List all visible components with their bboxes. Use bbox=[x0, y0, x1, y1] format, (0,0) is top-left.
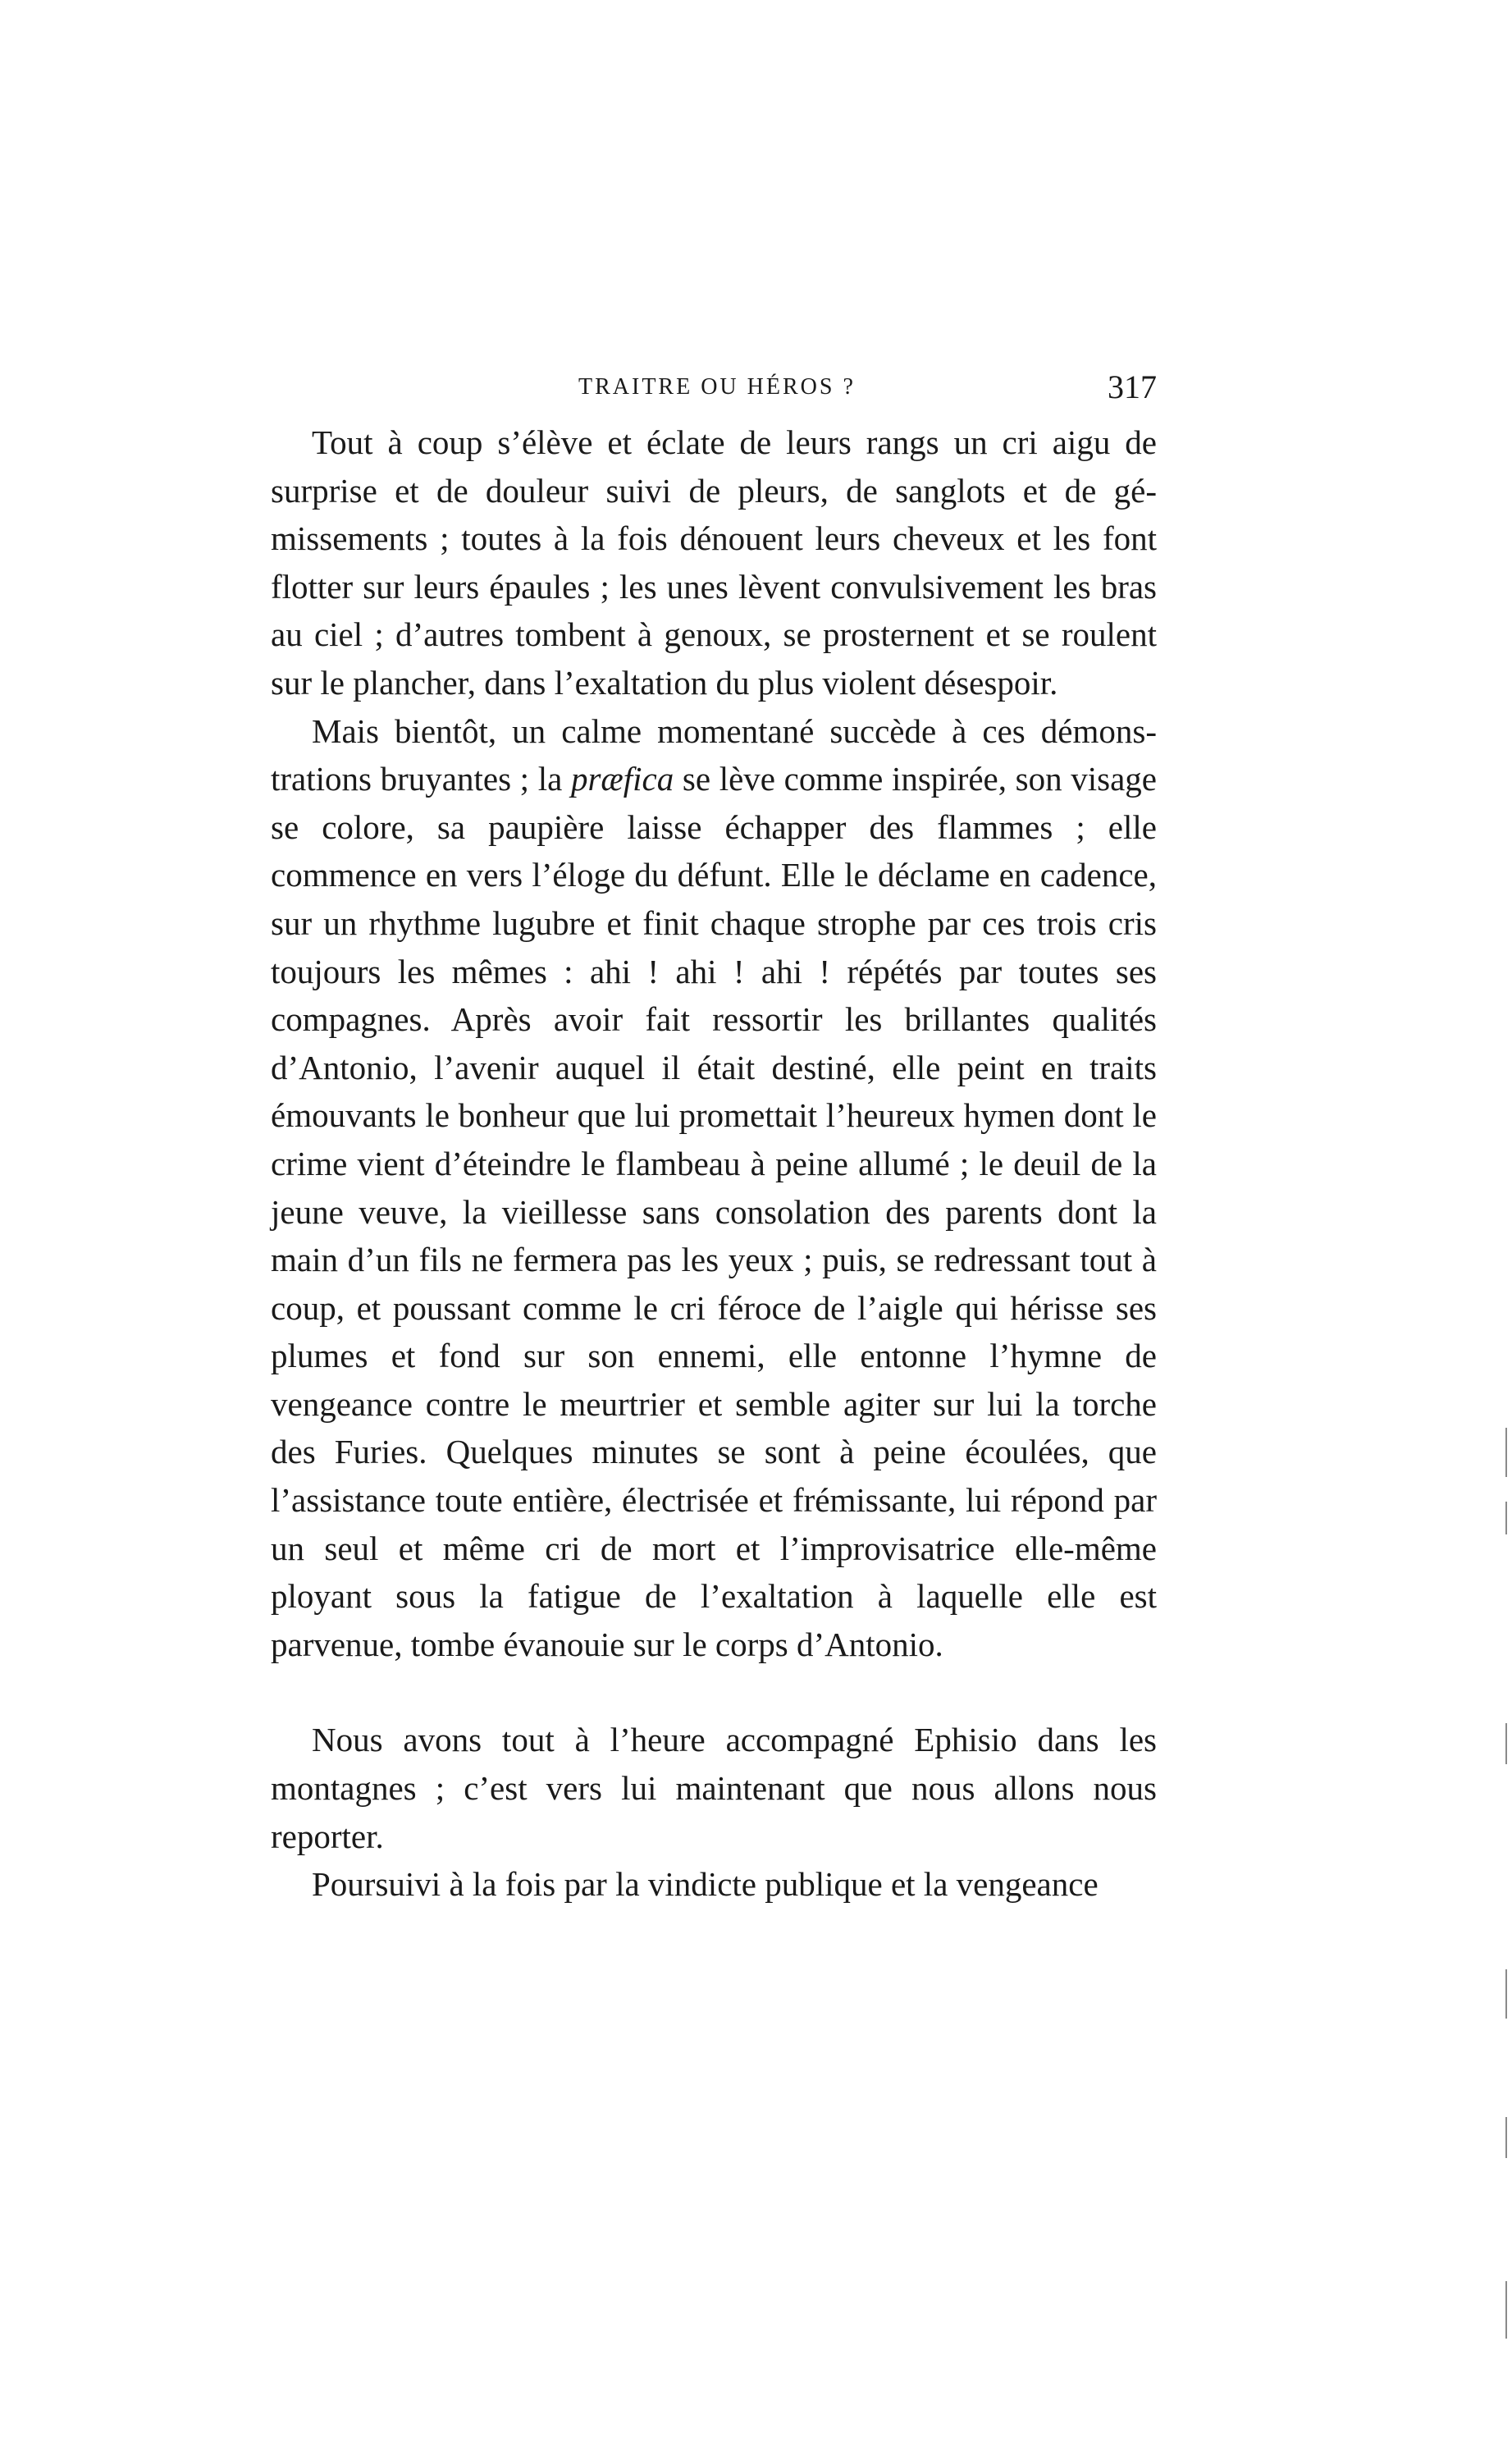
body-text bbox=[271, 418, 1157, 1909]
paragraph-4 bbox=[271, 1860, 1157, 1909]
paragraph-2 bbox=[271, 707, 1157, 1669]
page-number: 317 bbox=[1108, 368, 1157, 405]
paragraph-1-text: Tout à coup s’élève et éclate de leurs rangs un cri aigu de surprise et de douleur suivi de pleurs, de sanglots et de gémissements ; toutes à la fois dénouent leurs cheveux et les font flotter sur leurs épaules ; les unes lèvent convulsivement les bras au ciel ; d’autres tombent à genoux, se prosternent et se roulent sur le plancher, dans l’exaltation du plus violent désespoir. bbox=[271, 423, 1157, 702]
scan-mark-1 bbox=[1505, 1428, 1507, 1477]
paragraph-3-text: Nous avons tout à l’heure accompagné Ephisio dans les montagnes ; c’est vers lui maintenant que nous allons nous reporter. bbox=[271, 1721, 1157, 1855]
running-head bbox=[271, 368, 1157, 409]
scan-mark-4 bbox=[1505, 1969, 1507, 2019]
paragraph-2-text-end: se lève comme inspirée, son visage se colore, sa paupière laisse échapper des flammes ; elle commence en vers l’éloge du défunt. Elle le déclame en cadence, sur un rhythme lugubre et finit chaque strophe par ces trois cris toujours les mêmes : ahi ! ahi ! ahi ! répétés par toutes ses compagnes. Après avoir fait ressortir les brillantes qualités d’Antonio, l’avenir auquel il était destiné, elle peint en traits émouvants le bonheur que lui promettait l’heureux hymen dont le crime vient d’éteindre le flambeau à peine allumé ; le deuil de la jeune veuve, la vieillesse sans consolation des parents dont la main d’un fils ne fermera pas les yeux ; puis, se redressant tout à coup, et poussant comme le cri féroce de l’aigle qui hérisse ses plumes et fond sur son ennemi, elle entonne l’hymne de vengeance contre le meurtrier et semble agiter sur lui la torche des Furies. Quelques minutes se sont à peine écoulées, que l’assistance toute entière, électrisée et frémissante, lui répond par un seul et même cri de mort et l’improvisatrice elle-même ployant sous la fatigue de l’exaltation à laquelle elle est parvenue, tombe évanouie sur le corps d’Antonio. bbox=[271, 760, 1157, 1663]
paragraph-2-text-start: Mais bientôt, un calme momentané succède à ces démonstrations bruyantes ; la bbox=[271, 711, 1157, 798]
paragraph-4-text: Poursuivi à la fois par la vindicte publique et la vengeance bbox=[312, 1865, 1099, 1904]
scan-mark-2 bbox=[1505, 1502, 1507, 1534]
praefica-italic: præfica bbox=[570, 760, 674, 798]
paragraph-1 bbox=[271, 418, 1157, 707]
scan-mark-5 bbox=[1505, 2117, 1507, 2158]
scan-mark-6 bbox=[1505, 2281, 1507, 2339]
paragraph-3 bbox=[271, 1716, 1157, 1860]
scan-mark-3 bbox=[1505, 1723, 1507, 1764]
running-title: TRAITRE OU HÉROS ? bbox=[578, 374, 856, 400]
